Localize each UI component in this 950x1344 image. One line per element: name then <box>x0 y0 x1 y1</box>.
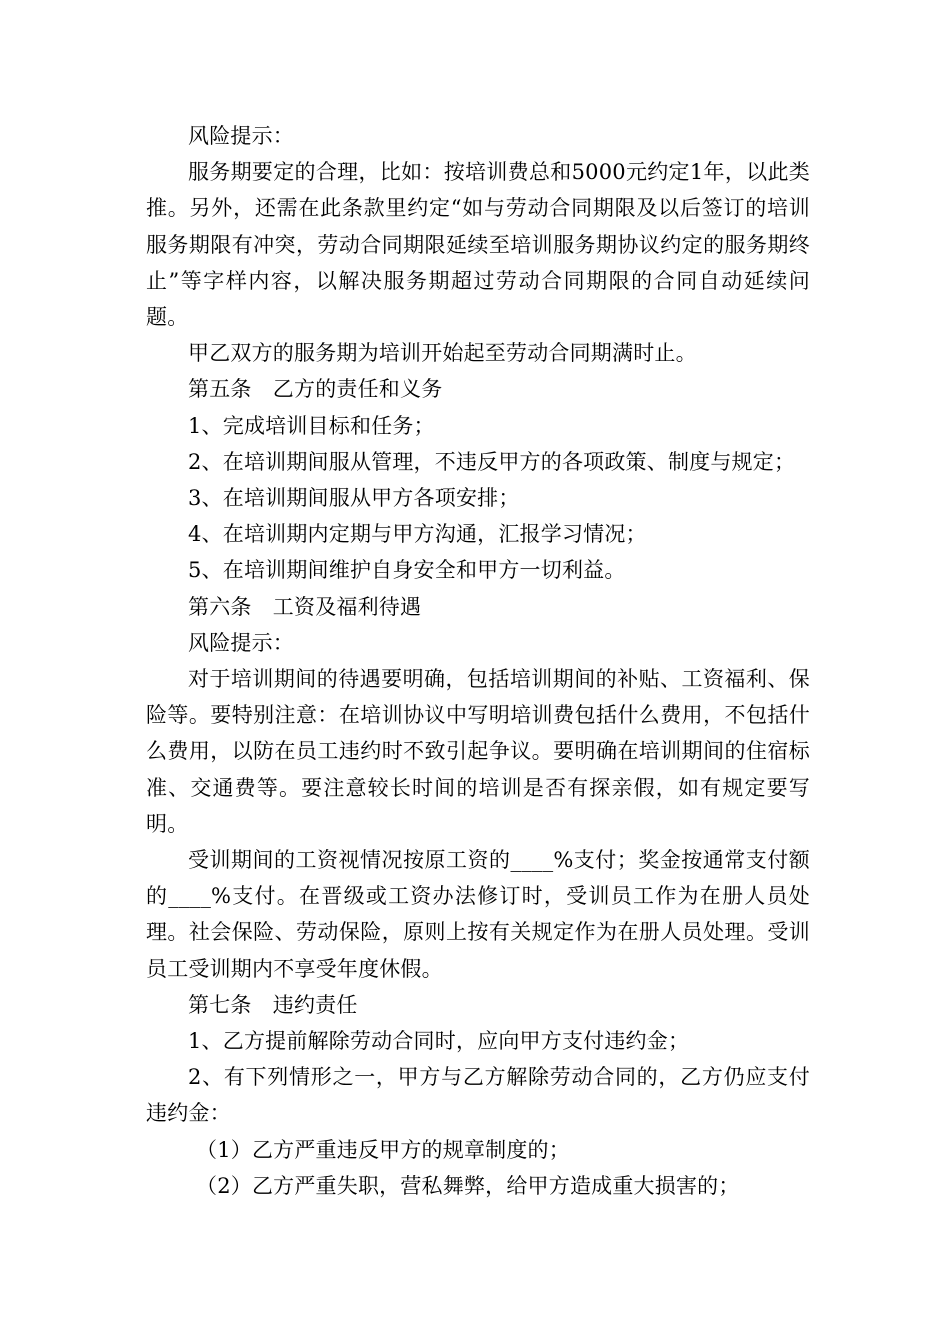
wage-clause-paragraph: 受训期间的工资视情况按原工资的____%支付；奖金按通常支付额的____%支付。在晋级或工资办法修订时，受训员工作为在册人员处理。社会保险、劳动保险，原则上按有关规定作为在册人员处理。受训员工受训期内不享受年度休假。 <box>146 848 810 981</box>
article-7-item-2: 2、有下列情形之一，甲方与乙方解除劳动合同的，乙方仍应支付违约金： <box>146 1065 810 1126</box>
article-7-sub-item-1: （1）乙方严重违反甲方的规章制度的； <box>196 1137 570 1162</box>
article-5-heading: 第五条 乙方的责任和义务 <box>188 377 443 402</box>
risk-tip-heading-2: 风险提示： <box>188 630 294 655</box>
service-period-clause: 甲乙双方的服务期为培训开始起至劳动合同期满时止。 <box>188 341 697 366</box>
article-5-item-1: 1、完成培训目标和任务； <box>188 413 435 438</box>
risk-tip-heading: 风险提示： <box>188 124 294 148</box>
service-period-tip-paragraph: 服务期要定的合理，比如：按培训费总和5000元约定1年，以此类推。另外，还需在此条款里约定“如与劳动合同期限及以后签订的培训服务期限有冲突，劳动合同期限延续至培训服务期协议约定的服务期终止”等字样内容，以解决服务期超过劳动合同期限的合同自动延续问题。 <box>146 160 810 330</box>
document-body <box>146 118 810 1204</box>
article-5-item-5: 5、在培训期间维护自身安全和甲方一切利益。 <box>188 558 626 583</box>
article-7-item-1: 1、乙方提前解除劳动合同时，应向甲方支付违约金； <box>188 1029 690 1054</box>
article-7-heading: 第七条 违约责任 <box>188 992 358 1017</box>
article-7-sub-item-2: （2）乙方严重失职，营私舞弊，给甲方造成重大损害的； <box>196 1173 740 1198</box>
article-6-heading: 第六条 工资及福利待遇 <box>188 594 422 619</box>
article-5-item-4: 4、在培训期内定期与甲方沟通，汇报学习情况； <box>188 522 647 547</box>
article-5-item-2: 2、在培训期间服从管理，不违反甲方的各项政策、制度与规定； <box>188 449 796 474</box>
treatment-tip-paragraph: 对于培训期间的待遇要明确，包括培训期间的补贴、工资福利、保险等。要特别注意：在培训协议中写明培训费包括什么费用，不包括什么费用，以防在员工违约时不致引起争议。要明确在培训期间的住宿标准、交通费等。要注意较长时间的培训是否有探亲假，如有规定要写明。 <box>146 667 810 836</box>
article-5-item-3: 3、在培训期间服从甲方各项安排； <box>188 486 520 511</box>
